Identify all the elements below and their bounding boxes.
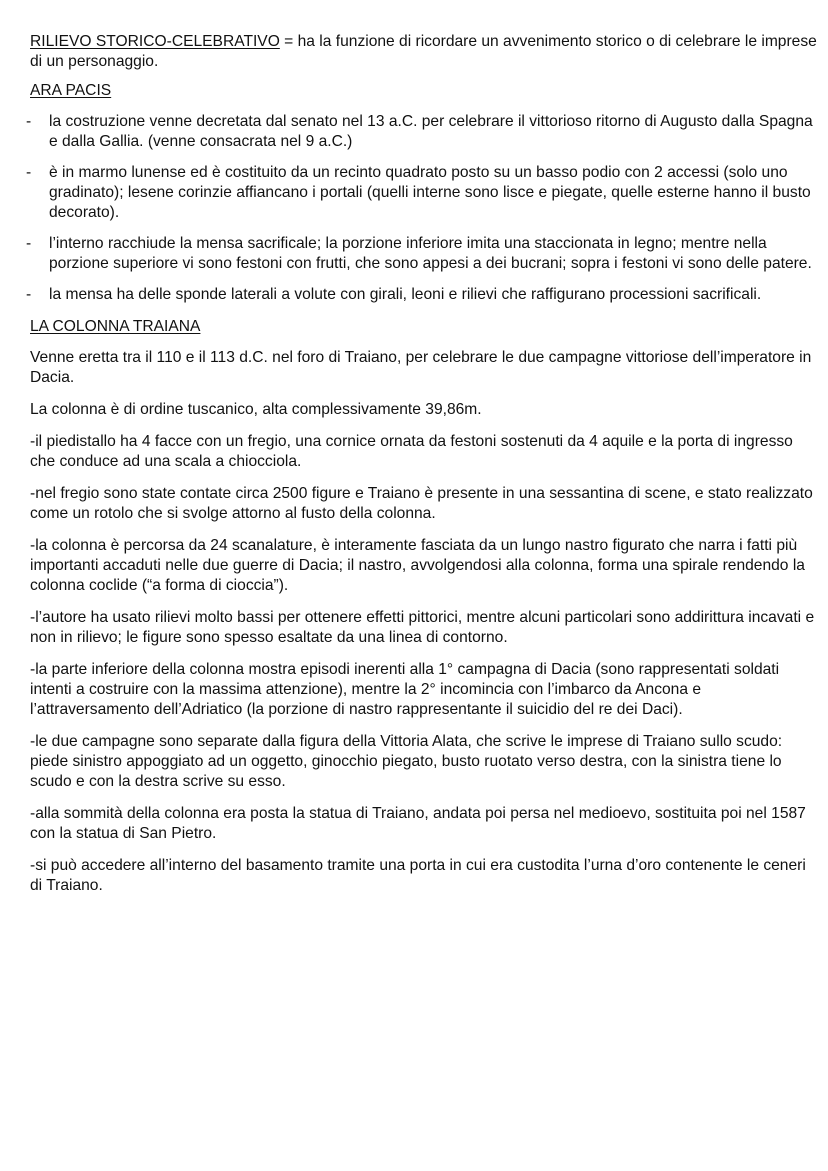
paragraph: -si può accedere all’interno del basamento tramite una porta in cui era custodita l’urna d’oro contenente le ceneri di Traiano.	[30, 857, 806, 894]
bullet-dash: -	[26, 235, 32, 252]
intro-text: = ha la funzione di ricordare un avvenimento storico o di celebrare le imprese di un personaggio.	[30, 33, 817, 70]
bullet-dash: -	[26, 164, 32, 181]
paragraph: La colonna è di ordine tuscanico, alta complessivamente 39,86m.	[30, 401, 482, 418]
document-page	[26, 32, 820, 908]
paragraph: Venne eretta tra il 110 e il 113 d.C. nel foro di Traiano, per celebrare le due campagne vittoriose dell’imperatore in Dacia.	[30, 349, 812, 386]
bullet-dash: -	[26, 113, 32, 130]
heading-colonna-traiana: LA COLONNA TRAIANA	[30, 318, 201, 335]
paragraph: -la parte inferiore della colonna mostra episodi inerenti alla 1° campagna di Dacia (sono rappresentati soldati intenti a costruire con la massima attenzione), mentre la 2° incomincia con l’imbarco da Ancona e l’attraversamento dell’Adriatico (la porzione di nastro rappresentante il suicidio del re dei Daci).	[30, 661, 780, 718]
list-item-text: l’interno racchiude la mensa sacrificale; la porzione inferiore imita una staccionata in legno; mentre nella porzione superiore vi sono festoni con frutti, che sono appesi a dei bucrani; sopra i festoni vi sono delle patere.	[49, 235, 812, 272]
list-item	[26, 163, 820, 223]
paragraph: -la colonna è percorsa da 24 scanalature, è interamente fasciata da un lungo nastro figurato che narra i fatti più importanti accaduti nelle due guerre di Dacia; il nastro, avvolgendosi alla colonna, forma una spirale rendendo la colonna coclide (“a forma di cioccia”).	[30, 537, 805, 594]
list-item-text: la costruzione venne decretata dal senato nel 13 a.C. per celebrare il vittorioso ritorno di Augusto dalla Spagna e dalla Gallia. (venne consacrata nel 9 a.C.)	[49, 113, 813, 150]
paragraph: -il piedistallo ha 4 facce con un fregio, una cornice ornata da festoni sostenuti da 4 aquile e la porta di ingresso che conduce ad una scala a chiocciola.	[30, 433, 793, 470]
heading-ara-pacis: ARA PACIS	[30, 82, 112, 99]
list-item	[26, 234, 820, 274]
intro-term: RILIEVO STORICO-CELEBRATIVO	[30, 33, 280, 50]
list-item	[26, 112, 820, 152]
bullet-dash: -	[26, 286, 32, 303]
list-item-text: è in marmo lunense ed è costituito da un recinto quadrato posto su un basso podio con 2 accessi (solo uno gradinato); lesene corinzie affiancano i portali (quelli interne sono lisce e piegate, quelle esterne hanno il busto decorato).	[49, 164, 811, 221]
ara-pacis-list	[26, 112, 820, 305]
paragraph: -nel fregio sono state contate circa 2500 figure e Traiano è presente in una sessantina di scene, e stato realizzato come un rotolo che si svolge attorno al fusto della colonna.	[30, 485, 813, 522]
intro-paragraph	[30, 32, 820, 72]
list-item-text: la mensa ha delle sponde laterali a volute con girali, leoni e rilievi che raffigurano processioni sacrificali.	[49, 286, 762, 303]
paragraph: -alla sommità della colonna era posta la statua di Traiano, andata poi persa nel medioevo, sostituita poi nel 1587 con la statua di San Pietro.	[30, 805, 806, 842]
list-item	[26, 285, 820, 305]
paragraph: -l’autore ha usato rilievi molto bassi per ottenere effetti pittorici, mentre alcuni particolari sono addirittura incavati e non in rilievo; le figure sono spesso esaltate da una linea di contorno.	[30, 609, 815, 646]
paragraph: -le due campagne sono separate dalla figura della Vittoria Alata, che scrive le imprese di Traiano sullo scudo: piede sinistro appoggiato ad un oggetto, ginocchio piegato, busto ruotato verso destra, con la sinistra tiene lo scudo e con la destra scrive su esso.	[30, 733, 783, 790]
